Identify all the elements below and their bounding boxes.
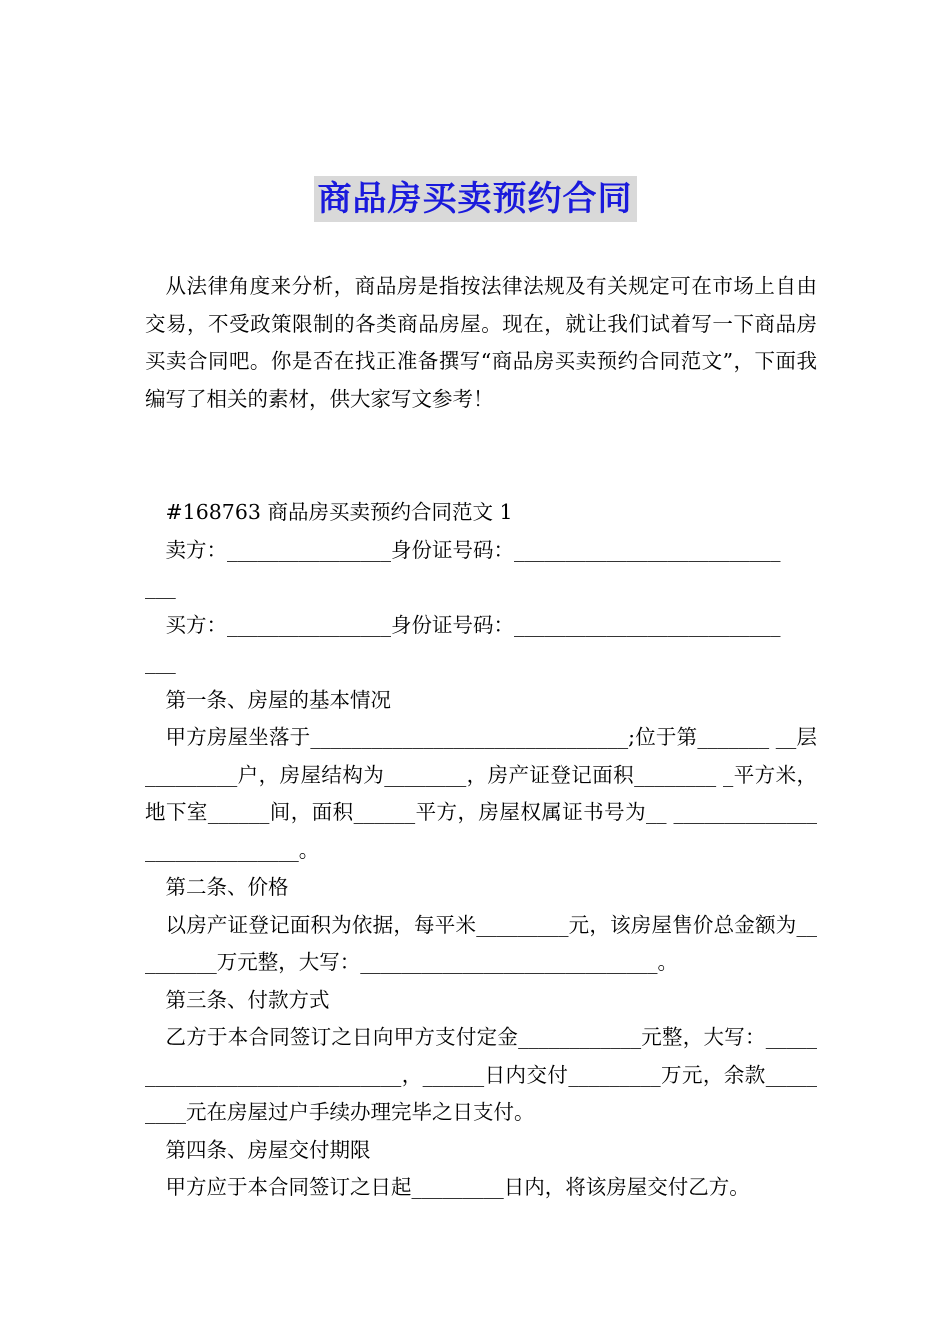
- article-2-title: 第二条、价格: [165, 875, 289, 899]
- article-4-title: 第四条、房屋交付期限: [165, 1137, 371, 1162]
- buyer-line-tail: ___: [145, 650, 176, 674]
- article-3-title: 第三条、付款方式: [165, 987, 330, 1012]
- article-4-body: 甲方应于本合同签订之日起_________日内，将该房屋交付乙方。: [165, 1175, 750, 1199]
- document-title: 商品房买卖预约合同: [314, 176, 637, 222]
- article-2-body: 以房产证登记面积为依据，每平米_________元，该房屋售价总金额为_________万元整，大写：_____________________________。: [145, 912, 817, 974]
- article-1-title: 第一条、房屋的基本情况: [165, 687, 391, 712]
- seller-line: 卖方：________________身份证号码：__________________________: [165, 537, 781, 562]
- spacer: [145, 418, 817, 494]
- intro-paragraph: 从法律角度来分析，商品房是指按法律法规及有关规定可在市场上自由交易，不受政策限制的各类商品房屋。现在，就让我们试着写一下商品房买卖合同吧。你是否在找正准备撰写“商品房买卖预约合同范文”，下面我编写了相关的素材，供大家写文参考！: [145, 274, 817, 411]
- buyer-line: 买方：________________身份证号码：__________________________: [165, 612, 781, 637]
- seller-line-tail: ___: [145, 575, 176, 599]
- document-body: [145, 268, 817, 1207]
- title-container: [0, 176, 950, 222]
- article-3-body: 乙方于本合同签订之日向甲方支付定金____________元整，大写：______________________________，______日内交付_________万元，余款_________元在房屋过户手续办理完毕之日支付。: [145, 1025, 817, 1124]
- sample-heading: #168763 商品房买卖预约合同范文 1: [165, 500, 513, 524]
- article-1-body: 甲方房屋坐落于_______________________________;位于第_______ __层_________户，房屋结构为________，房产证登记面积________ _平方米，地下室______间，面积______平方，房屋权属证书号为__ _____________________________。: [145, 725, 817, 862]
